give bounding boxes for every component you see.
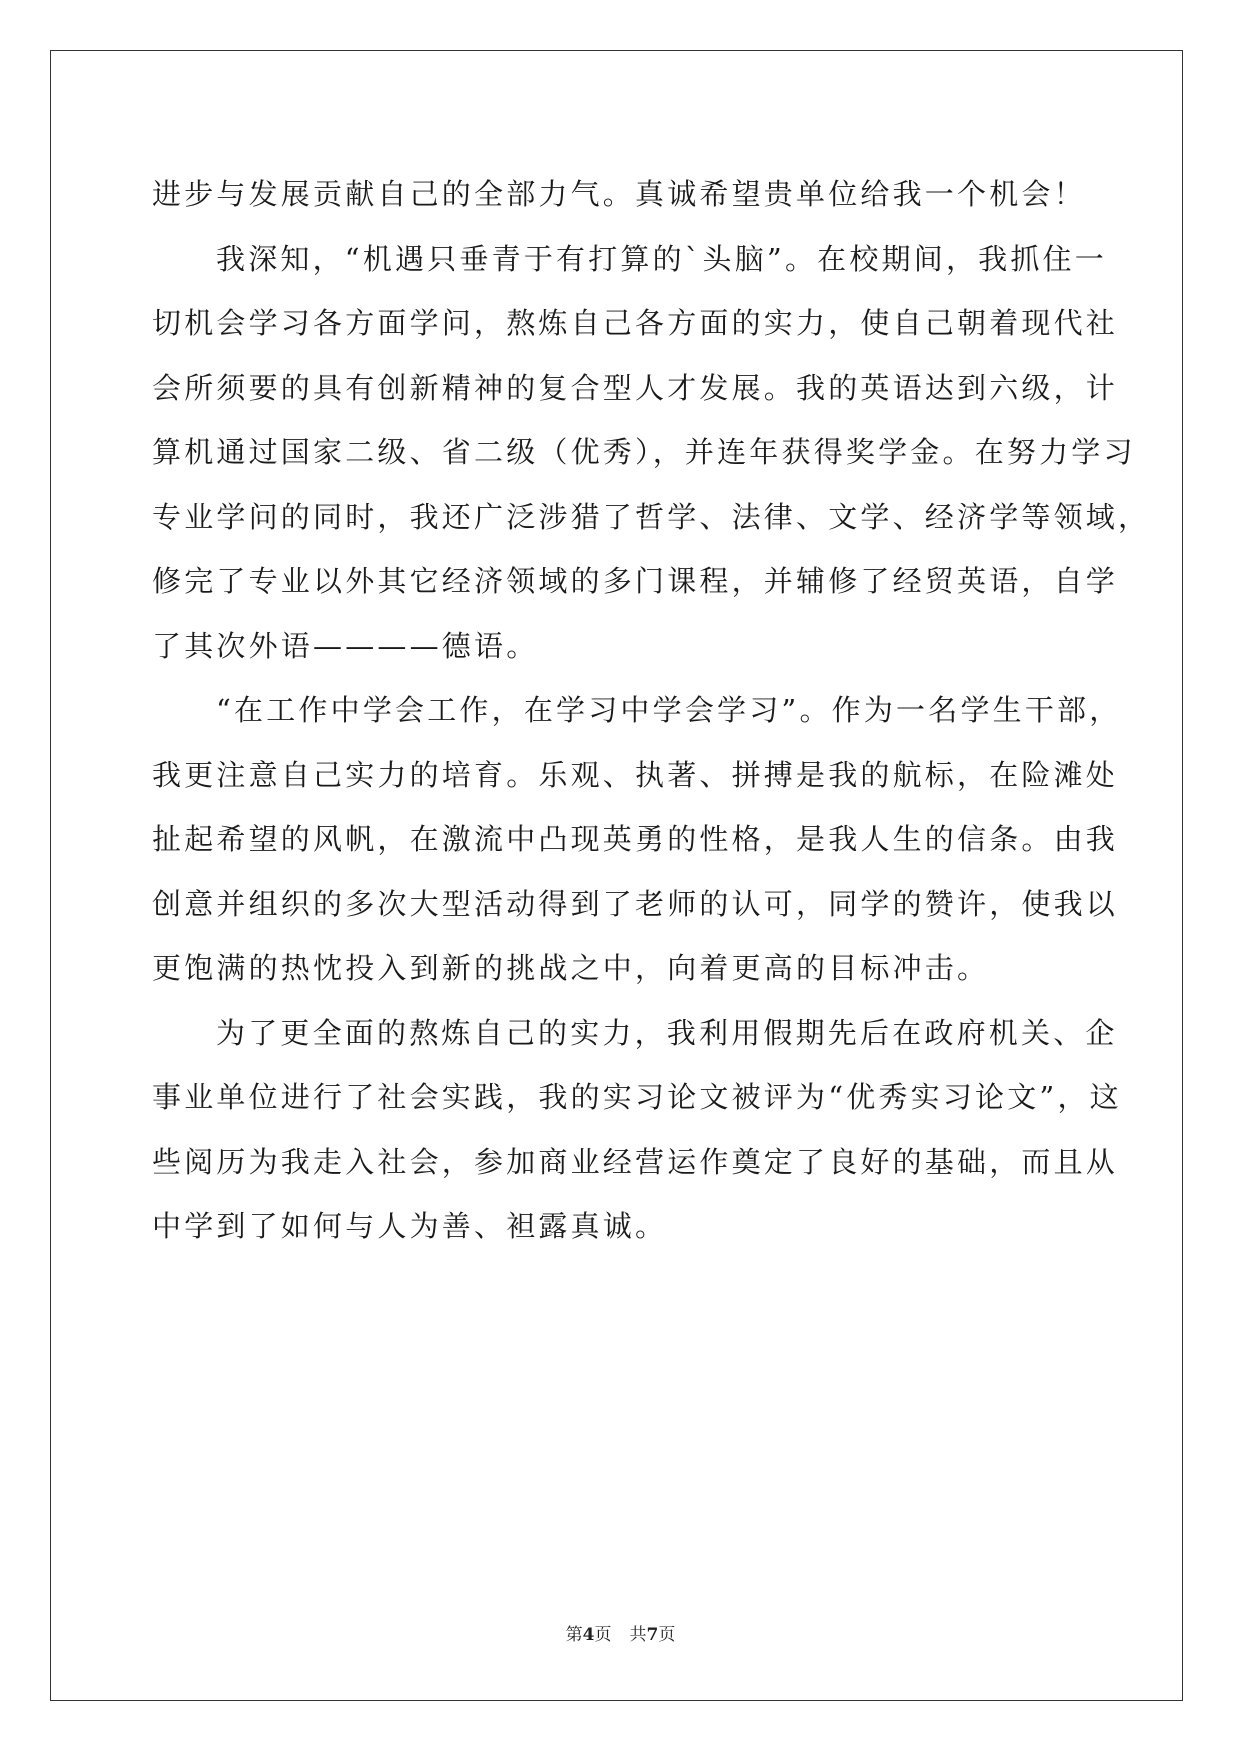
total-suffix: 页 [658, 1625, 676, 1645]
text-line: 切机会学习各方面学问，熬炼自己各方面的实力，使自己朝着现代社 [152, 306, 1119, 340]
text-line: “在工作中学会工作，在学习中学会学习”。作为一名学生干部， [216, 693, 1122, 727]
text-line: 事业单位进行了社会实践，我的实习论文被评为“优秀实习论文”，这 [152, 1080, 1122, 1114]
text-line: 进步与发展贡献自己的全部力气。真诚希望贵单位给我一个机会！ [152, 177, 1086, 211]
text-line: 会所须要的具有创新精神的复合型人才发展。我的英语达到六级，计 [152, 370, 1119, 405]
text-line: 为了更全面的熬炼自己的实力，我利用假期先后在政府机关、企 [216, 1015, 1118, 1050]
text-line: 些阅历为我走入社会，参加商业经营运作奠定了良好的基础，而且从 [152, 1144, 1119, 1179]
text-line: 专业学问的同时，我还广泛涉猎了哲学、法律、文学、经济学等领域， [152, 499, 1151, 534]
page-suffix: 页 [594, 1625, 612, 1645]
page-number: 4 [582, 1625, 595, 1645]
text-line: 修完了专业以外其它经济领域的多门课程，并辅修了经贸英语，自学 [152, 564, 1119, 598]
document-body [152, 162, 1151, 1259]
text-line: 我更注意自己实力的培育。乐观、执著、拼搏是我的航标，在险滩处 [152, 757, 1119, 792]
text-line: 创意并组织的多次大型活动得到了老师的认可，同学的赞许，使我以 [152, 886, 1119, 921]
page-prefix: 第 [565, 1625, 583, 1645]
page-footer [0, 1620, 1241, 1645]
text-line: 了其次外语————德语。 [152, 628, 539, 663]
text-line: 算机通过国家二级、省二级（优秀），并连年获得奖学金。在努力学习 [152, 435, 1136, 469]
text-line: 中学到了如何与人为善、袒露真诚。 [152, 1209, 668, 1243]
text-line: 扯起希望的风帆，在激流中凸现英勇的性格，是我人生的信条。由我 [152, 822, 1119, 856]
text-line: 我深知，“机遇只垂青于有打算的`头脑”。在校期间，我抓住一 [216, 241, 1107, 276]
total-prefix: 共 [629, 1625, 647, 1645]
text-line: 更饱满的热忱投入到新的挑战之中，向着更高的目标冲击。 [152, 951, 990, 985]
total-pages: 7 [646, 1625, 659, 1645]
